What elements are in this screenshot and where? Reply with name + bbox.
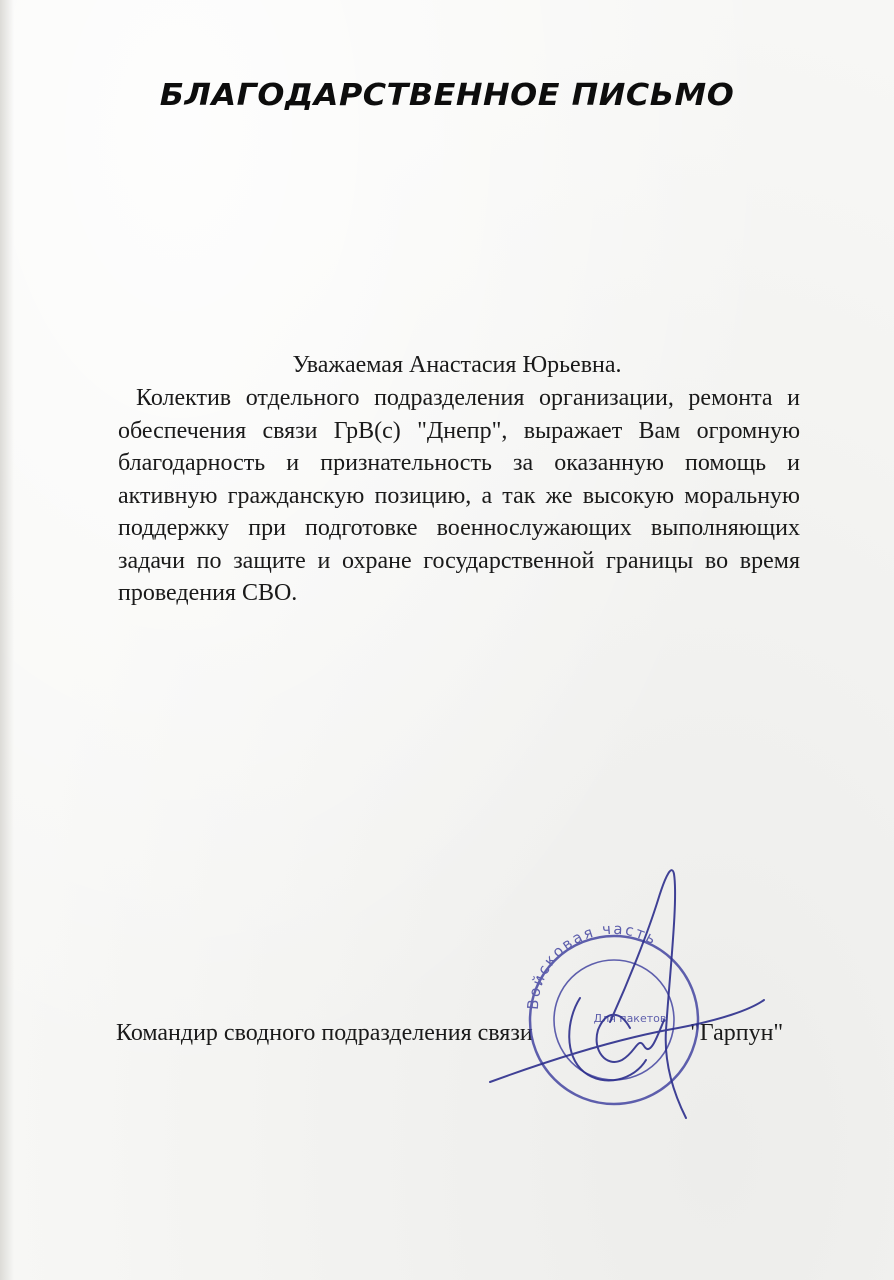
stamp-text: Войсковая часть	[523, 919, 661, 1011]
salutation: Уважаемая Анастасия Юрьевна.	[292, 352, 622, 378]
svg-text:Войсковая часть	[524, 920, 661, 1011]
letter-body: Колектив отдельного подразделения организации, ремонта и обеспечения связи ГрВ(с) "Днепр", выражает Вам огромную благодарность и признательность за оказанную помощь и активную гражданскую позицию, а так же высокую моральную поддержку при подготовке военнослужающих выполняющих задачи по защите и охране государственной границы во время проведения СВО.	[118, 385, 800, 606]
stamp-inner-text: Для пакетов	[593, 1012, 667, 1025]
stamp-and-signature	[480, 860, 780, 1130]
unit-name: "Гарпун"	[690, 1020, 784, 1046]
signatory-position: Командир сводного подразделения связи	[116, 1020, 533, 1046]
letter-title: БЛАГОДАРСТВЕННОЕ ПИСЬМО	[159, 78, 735, 113]
